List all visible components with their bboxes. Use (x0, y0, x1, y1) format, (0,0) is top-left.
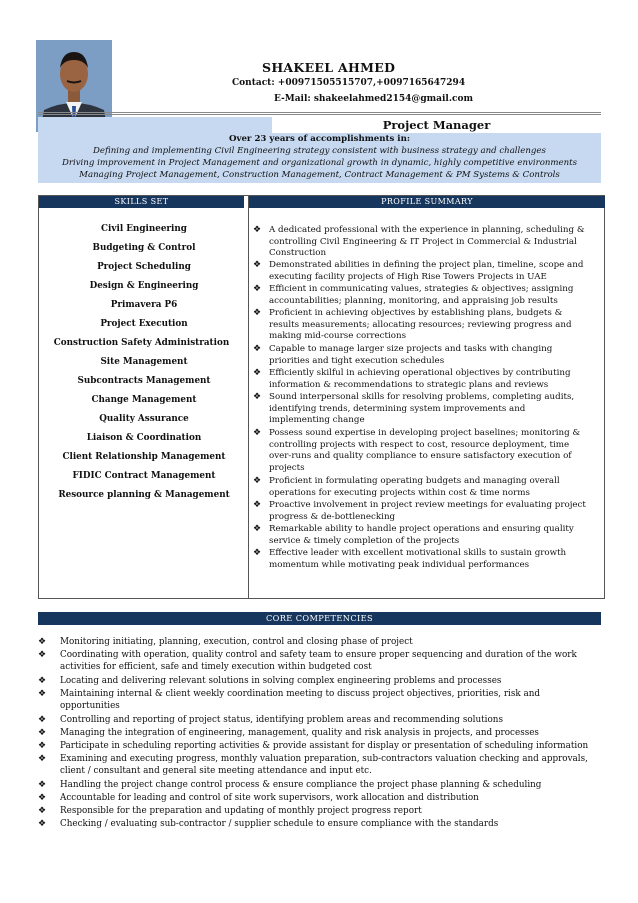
profile-text-line: making mid-course corrections (269, 331, 407, 342)
skill-item: Resource planning & Management (58, 490, 230, 500)
diamond-bullet-icon: ❖ (38, 754, 47, 764)
diamond-bullet-icon: ❖ (253, 548, 262, 558)
diamond-bullet-icon: ❖ (253, 392, 262, 402)
profile-text-line: executing facility projects of High Rise Towers Projects in UAE (269, 271, 547, 282)
profile-heading: PROFILE SUMMARY (249, 196, 605, 208)
skill-item: Site Management (100, 357, 188, 367)
profile-text-line: Sound interpersonal skills for resolving problems, completing audits, (269, 392, 575, 402)
skills-column (39, 196, 244, 598)
diamond-bullet-icon: ❖ (253, 260, 262, 270)
core-text-line: Monitoring initiating, planning, execution, control and closing phase of project (60, 637, 413, 647)
header-divider-2 (38, 114, 601, 115)
diamond-bullet-icon: ❖ (253, 500, 262, 510)
core-text-line: Participate in scheduling reporting activities & provide assistant for display or presentation of scheduling information (60, 741, 589, 751)
diamond-bullet-icon: ❖ (38, 819, 47, 829)
skill-item: Budgeting & Control (92, 243, 196, 253)
skill-item: Liaison & Coordination (86, 433, 202, 443)
profile-text-line: Capable to manage larger size projects and tasks with changing (269, 344, 553, 354)
core-text-line: Controlling and reporting of project status, identifying problem areas and recommending solutions (60, 715, 503, 725)
diamond-bullet-icon: ❖ (38, 741, 47, 751)
profile-text-line: information & recommendations to strategic plans and reviews (269, 379, 549, 390)
skill-item: FIDIC Contract Management (72, 471, 216, 481)
profile-text-line: momentum while motivating peak individual performances (269, 559, 530, 570)
skill-item: Change Management (91, 395, 197, 405)
diamond-bullet-icon: ❖ (38, 728, 47, 738)
profile-text-line: Efficiently skilful in achieving operational objectives by contributing (269, 368, 571, 378)
core-text-line: Maintaining internal & client weekly coordination meeting to discuss project objectives, priorities, risk and (60, 689, 541, 699)
diamond-bullet-icon: ❖ (38, 689, 47, 699)
core-text-line: Accountable for leading and control of site work supervisors, work allocation and distribution (60, 793, 479, 803)
profile-text-line: progress & de-bottlenecking (269, 511, 396, 522)
skill-item: Construction Safety Administration (53, 338, 230, 348)
profile-text-line: controlling Civil Engineering & IT Project in Commercial & Industrial (269, 236, 577, 247)
skill-item: Quality Assurance (99, 414, 189, 424)
core-text-line: client / consultant and general site meeting attendance and input etc. (60, 765, 372, 776)
profile-text-line: A dedicated professional with the experience in planning, scheduling & (269, 225, 585, 235)
skill-item: Client Relationship Management (62, 452, 226, 462)
skills-profile-table (38, 195, 605, 599)
diamond-bullet-icon: ❖ (253, 428, 262, 438)
contact-numbers: Contact: +00971505515707,+0097165647294 (232, 78, 466, 88)
profile-text-line: Effective leader with excellent motivational skills to sustain growth (269, 548, 567, 558)
diamond-bullet-icon: ❖ (38, 806, 47, 816)
diamond-bullet-icon: ❖ (38, 715, 47, 725)
profile-text-line: Proactive involvement in project review meetings for evaluating project (269, 500, 586, 510)
skill-item: Project Scheduling (97, 262, 191, 272)
profile-text-line: results measurements; allocating resources; reviewing progress and (269, 319, 572, 330)
diamond-bullet-icon: ❖ (253, 284, 262, 294)
skill-item: Subcontracts Management (77, 376, 211, 386)
banner-line: Defining and implementing Civil Engineering strategy consistent with business strategy and challenges (93, 146, 546, 156)
profile-text-line: priorities and tight execution schedules (269, 355, 445, 366)
header-divider (38, 112, 601, 113)
profile-text-line: service & timely completion of the projects (269, 535, 460, 546)
profile-text-line: Efficient in communicating values, strategies & objectives; assigning (269, 284, 574, 294)
skill-item: Design & Engineering (89, 281, 199, 291)
banner-line: Managing Project Management, Construction Management, Contract Management & PM Systems & Controls (79, 170, 560, 180)
profile-text-line: implementing change (269, 415, 365, 426)
profile-text-line: Possess sound expertise in developing project baselines; monitoring & (269, 428, 581, 438)
core-text-line: Coordinating with operation, quality control and safety team to ensure proper sequencing and duration of the work (60, 650, 577, 660)
skills-heading: SKILLS SET (39, 196, 244, 208)
email-address: E-Mail: shakeelahmed2154@gmail.com (274, 94, 473, 104)
core-text-line: Examining and executing progress, monthly valuation preparation, sub-contractors valuation checking and approvals, (60, 754, 588, 764)
diamond-bullet-icon: ❖ (38, 780, 47, 790)
profile-text-line: identifying trends, determining system improvements and (269, 403, 526, 414)
core-text-line: Managing the integration of engineering, management, quality and risk analysis in projects, and processes (60, 728, 539, 738)
profile-text-line: operations for executing projects within cost & time norms (269, 487, 530, 498)
diamond-bullet-icon: ❖ (253, 524, 262, 534)
core-text-line: Checking / evaluating sub-contractor / supplier schedule to ensure compliance with the standards (60, 819, 499, 829)
diamond-bullet-icon: ❖ (253, 225, 262, 235)
profile-text-line: projects (269, 462, 305, 473)
candidate-name: SHAKEEL AHMED (262, 60, 396, 75)
profile-text-line: Demonstrated abilities in defining the project plan, timeline, scope and (269, 260, 584, 270)
skill-item: Civil Engineering (101, 224, 187, 234)
profile-text-line: over-runs and quality compliance to ensure satisfactory execution of (269, 451, 572, 462)
core-text-line: Handling the project change control process & ensure compliance the project phase planning & scheduling (60, 780, 542, 790)
diamond-bullet-icon: ❖ (253, 476, 262, 486)
diamond-bullet-icon: ❖ (38, 676, 47, 686)
skill-item: Project Execution (100, 319, 188, 329)
profile-text-line: controlling projects with respect to cost, resource deployment, time (269, 439, 570, 450)
diamond-bullet-icon: ❖ (253, 368, 262, 378)
banner-line: Driving improvement in Project Management and organizational growth in dynamic, highly competitive environments (61, 158, 578, 168)
profile-text-line: Proficient in achieving objectives by establishing plans, budgets & (269, 308, 563, 318)
core-text-line: activities for efficient, safe and timely execution within budgeted cost (60, 661, 372, 672)
summary-banner (38, 117, 601, 183)
skill-item: Primavera P6 (110, 300, 178, 310)
diamond-bullet-icon: ❖ (253, 308, 262, 318)
profile-text-line: Proficient in formulating operating budgets and managing overall (269, 476, 560, 486)
diamond-bullet-icon: ❖ (253, 344, 262, 354)
job-title: Project Manager (272, 117, 601, 133)
core-competencies-heading: CORE COMPETENCIES (38, 612, 601, 625)
core-text-line: opportunities (60, 700, 120, 711)
diamond-bullet-icon: ❖ (38, 637, 47, 647)
core-text-line: Responsible for the preparation and updating of monthly project progress report (60, 806, 422, 816)
profile-text-line: accountabilities; planning, monitoring, and appraising job results (269, 295, 558, 306)
diamond-bullet-icon: ❖ (38, 793, 47, 803)
diamond-bullet-icon: ❖ (38, 650, 47, 660)
profile-column (248, 196, 605, 598)
profile-text-line: Remarkable ability to handle project operations and ensuring quality (269, 524, 574, 534)
profile-text-line: Construction (269, 248, 327, 259)
experience-headline: Over 23 years of accomplishments in: (228, 134, 410, 144)
core-text-line: Locating and delivering relevant solutions in solving complex engineering problems and processes (60, 676, 502, 686)
